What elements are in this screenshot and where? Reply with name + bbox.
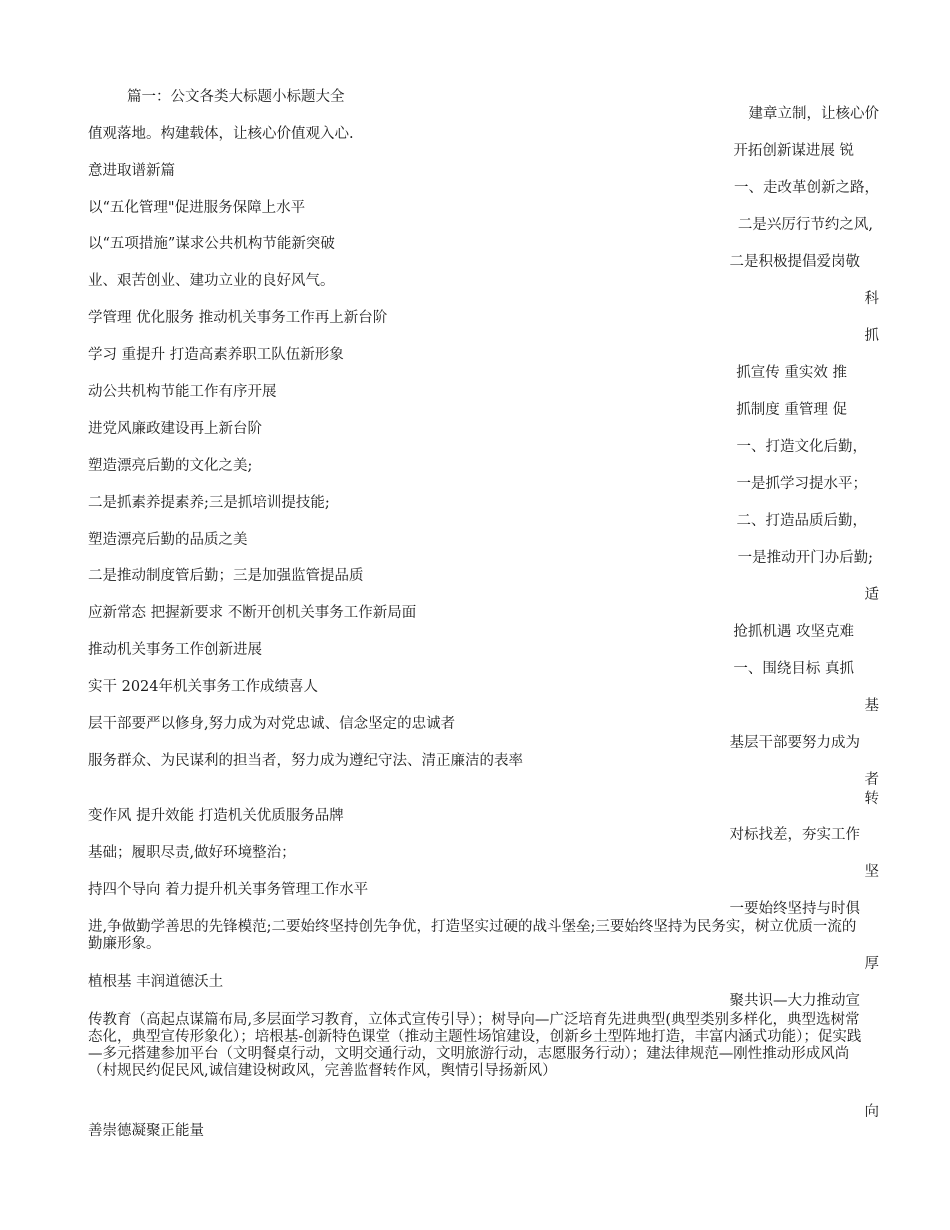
text-line: 善崇德凝聚正能量 [88,1123,204,1139]
text-paragraph: 进,争做勤学善思的先锋模范;二要始终坚持创先争优，打造坚实过硬的战斗堡垒;三要始终坚持为民务实，树立优质一流的勤廉形象。 [88,919,857,952]
text-line: 进党风廉政建设再上新台阶 [88,421,262,437]
text-line: 推动机关事务工作创新进展 [88,642,262,658]
right-fragment: 二、打造品质后勤， [736,513,867,529]
text-line: 意进取谱新篇 [88,163,175,179]
right-fragment: 转 [864,791,879,807]
text-line: 层干部要严以修身,努力成为对党忠诚、信念坚定的忠诚者 [88,716,456,732]
right-fragment: 开拓创新谋进展 锐 [733,143,854,159]
right-fragment: 基层干部要努力成为 [729,735,860,751]
text-line: 学管理 优化服务 推动机关事务工作再上新台阶 [88,310,388,326]
right-fragment: 一、走改革创新之路， [734,180,879,196]
text-paragraph: 传教育（高起点谋篇布局,多层面学习教育，立体式宣传引导）；树导向—广泛培育先进典型(典型类别多样化，典型选树常态化，典型宣传形象化）；培根基-创新特色课堂（推动主题性场馆建设，创新乡土型阵地打造，丰富内涵式功能）；促实践—多元搭建参加平台（文明餐桌行动，文明交通行动，文明旅游行动，志愿服务行动）；建法律规范—刚性推动形成风尚（村规民约促民风,诚信建设树政风，完善监督转作风，舆情引导扬新风） [88,1012,862,1079]
right-fragment: 抢抓机遇 攻坚克难 [733,624,854,640]
text-line: 以“五项措施”谋求公共机构节能新突破 [88,236,335,252]
right-fragment: 一、围绕目标 真抓 [733,661,854,677]
right-fragment: 建章立制，让核心价 [748,106,879,122]
text-line: 持四个导向 着力提升机关事务管理工作水平 [88,882,369,898]
right-fragment: 基 [864,698,879,714]
right-fragment: 二是积极提倡爱岗敬 [729,254,860,270]
text-line: 二是抓素养提素养;三是抓培训提技能; [88,495,330,511]
text-line: 塑造漂亮后勤的品质之美 [88,532,248,548]
right-fragment: 抓宣传 重实效 推 [736,365,847,381]
right-fragment: 二是兴厉行节约之风, [737,217,873,233]
text-line: 动公共机构节能工作有序开展 [88,384,277,400]
right-fragment: 对标找差，夯实工作 [729,827,860,843]
text-line: 应新常态 把握新要求 不断开创机关事务工作新局面 [88,605,417,621]
right-fragment: 科 [864,291,879,307]
text-line: 学习 重提升 打造高素养职工队伍新形象 [88,347,344,363]
right-fragment: 一是推动开门办后勤; [737,550,873,566]
right-fragment: 坚 [864,864,879,880]
document-heading: 篇一：公文各类大标题小标题大全 [127,89,345,105]
text-line: 基础；履职尽责,做好环境整治； [88,845,296,861]
text-line: 二是推动制度管后勤；三是加强监管提品质 [88,568,364,584]
right-fragment: 一、打造文化后勤， [736,439,867,455]
text-line: 业、艰苦创业、建功立业的良好风气。 [88,273,335,289]
text-line: 变作风 提升效能 打造机关优质服务品牌 [88,808,344,824]
right-fragment: 抓 [864,328,879,344]
right-fragment: 一要始终坚持与时俱 [729,901,860,917]
right-fragment: 者 [864,772,879,788]
text-line: 值观落地。构建载体，让核心价值观入心. [88,126,354,142]
text-line: 植根基 丰润道德沃土 [88,974,224,990]
text-line: 以“五化管理"促进服务保障上水平 [88,200,306,216]
right-fragment: 聚共识—大力推动宣 [729,993,860,1009]
text-line: 服务群众、为民谋利的担当者，努力成为遵纪守法、清正廉洁的表率 [88,753,523,769]
text-line: 实干 2024年机关事务工作成绩喜人 [88,679,319,695]
right-fragment: 向 [864,1104,879,1120]
text-line: 塑造漂亮后勤的文化之美; [88,458,253,474]
right-fragment: 一是抓学习提水平； [736,476,867,492]
right-fragment: 抓制度 重管理 促 [736,402,847,418]
right-fragment: 适 [864,587,879,603]
right-fragment: 厚 [864,956,879,972]
